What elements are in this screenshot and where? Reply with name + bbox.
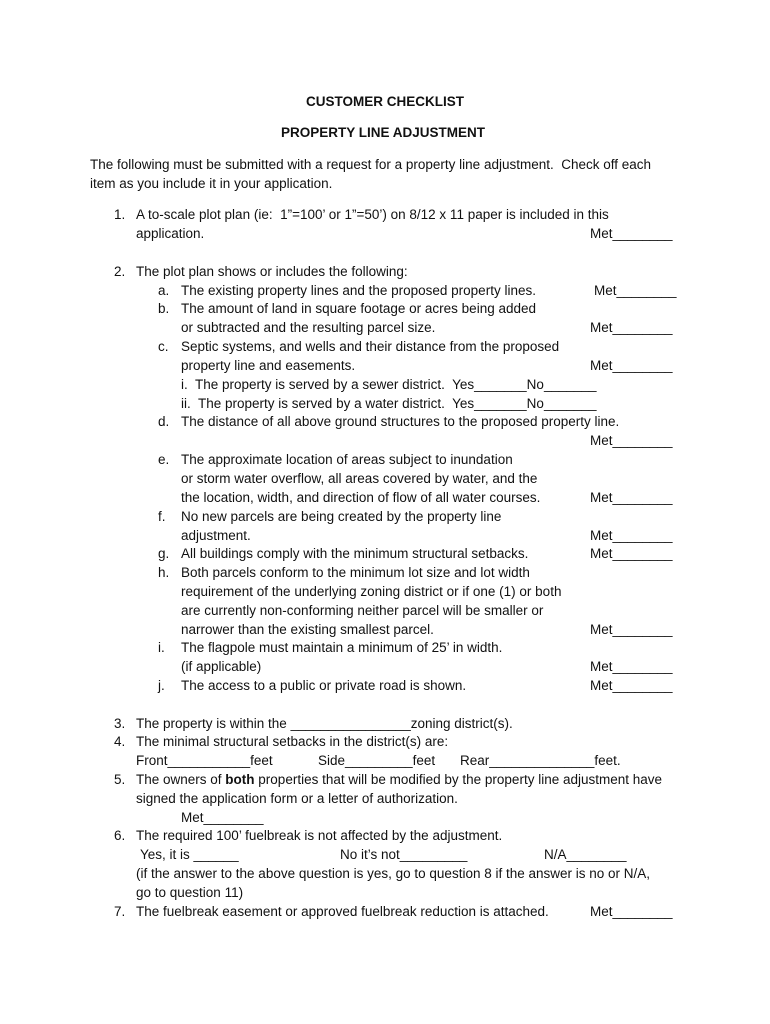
- item-4-text: The minimal structural setbacks in the district(s) are:: [136, 734, 449, 749]
- item-2a-letter: a.: [158, 283, 170, 298]
- item-5-text-2: signed the application form or a letter of authorization.: [136, 791, 458, 806]
- item-3-text[interactable]: The property is within the ________________zoning district(s).: [136, 716, 513, 731]
- item-2f-text-2: adjustment.: [181, 528, 251, 543]
- item-2h-met-field[interactable]: Met________: [590, 622, 673, 637]
- item-2c-i-sewer[interactable]: i. The property is served by a sewer district. Yes_______No_______: [181, 377, 597, 392]
- item-2b-text: The amount of land in square footage or acres being added: [181, 301, 536, 316]
- item-2d-letter: d.: [158, 414, 170, 429]
- item-2h-text-2: requirement of the underlying zoning district or if one (1) or both: [181, 584, 562, 599]
- item-6-no-field[interactable]: No it’s not_________: [340, 847, 468, 862]
- item-6-na-field[interactable]: N/A________: [544, 847, 627, 862]
- item-2h-text-3: are currently non-conforming neither parcel will be smaller or: [181, 603, 544, 618]
- intro-line-1: The following must be submitted with a request for a property line adjustment. Check off each: [90, 157, 652, 172]
- item-2g-text: All buildings comply with the minimum structural setbacks.: [181, 546, 529, 561]
- item-4-rear-field[interactable]: Rear______________feet.: [460, 753, 621, 768]
- item-2d-text: The distance of all above ground structures to the proposed property line.: [181, 414, 620, 429]
- item-2-text: The plot plan shows or includes the following:: [136, 264, 408, 279]
- item-6-text: The required 100’ fuelbreak is not affected by the adjustment.: [136, 828, 503, 843]
- page-title: CUSTOMER CHECKLIST: [306, 94, 465, 109]
- item-2h-letter: h.: [158, 565, 170, 580]
- item-5-text: [136, 772, 662, 788]
- item-6-yes-field[interactable]: Yes, it is ______: [140, 847, 239, 862]
- intro-line-2: item as you include it in your application.: [90, 176, 333, 191]
- item-1-met-field[interactable]: Met________: [590, 226, 673, 241]
- item-2-number: 2.: [114, 264, 126, 279]
- item-4-number: 4.: [114, 734, 126, 749]
- item-2i-text-2: (if applicable): [181, 659, 262, 674]
- item-2g-letter: g.: [158, 546, 170, 561]
- item-2j-letter: j.: [158, 678, 165, 693]
- item-2g-met-field[interactable]: Met________: [590, 546, 673, 561]
- page-subtitle: PROPERTY LINE ADJUSTMENT: [281, 125, 486, 140]
- item-4-side-field[interactable]: Side_________feet: [318, 753, 436, 768]
- item-7-number: 7.: [114, 904, 126, 919]
- item-2d-met-field[interactable]: Met________: [590, 433, 673, 448]
- item-1-text-2: application.: [136, 226, 205, 241]
- item-2h-text-4: narrower than the existing smallest parcel.: [181, 622, 434, 637]
- item-2j-met-field[interactable]: Met________: [590, 678, 673, 693]
- item-2f-text: No new parcels are being created by the property line: [181, 509, 502, 524]
- item-2c-met-field[interactable]: Met________: [590, 358, 673, 373]
- item-2e-met-field[interactable]: Met________: [590, 490, 673, 505]
- item-1-text: A to-scale plot plan (ie: 1”=100’ or 1”=50’) on 8/12 x 11 paper is included in this: [136, 207, 609, 222]
- item-2i-letter: i.: [158, 640, 165, 655]
- item-2c-text: Septic systems, and wells and their distance from the proposed: [181, 339, 560, 354]
- item-2b-letter: b.: [158, 301, 170, 316]
- item-5-text-post: properties that will be modified by the property line adjustment have: [254, 772, 663, 787]
- item-2b-met-field[interactable]: Met________: [590, 320, 673, 335]
- item-2a-met-field[interactable]: Met________: [594, 283, 677, 298]
- item-2f-met-field[interactable]: Met________: [590, 528, 673, 543]
- item-2c-text-2: property line and easements.: [181, 358, 356, 373]
- item-2i-text: The flagpole must maintain a minimum of 25’ in width.: [181, 640, 503, 655]
- item-3-number: 3.: [114, 716, 126, 731]
- item-2f-letter: f.: [158, 509, 166, 524]
- item-6-text-3: (if the answer to the above question is yes, go to question 8 if the answer is no or N/A,: [136, 866, 651, 881]
- item-2e-text-3: the location, width, and direction of flow of all water courses.: [181, 490, 541, 505]
- item-5-text-bold: both: [225, 772, 255, 787]
- item-2e-text: The approximate location of areas subject to inundation: [181, 452, 513, 467]
- item-7-met-field[interactable]: Met________: [590, 904, 673, 919]
- item-2b-text-2: or subtracted and the resulting parcel size.: [181, 320, 436, 335]
- item-2h-text: Both parcels conform to the minimum lot size and lot width: [181, 565, 530, 580]
- item-7-text: The fuelbreak easement or approved fuelbreak reduction is attached.: [136, 904, 549, 919]
- item-5-number: 5.: [114, 772, 126, 787]
- item-2c-letter: c.: [158, 339, 169, 354]
- item-2e-text-2: or storm water overflow, all areas covered by water, and the: [181, 471, 538, 486]
- item-2e-letter: e.: [158, 452, 170, 467]
- item-2j-text: The access to a public or private road is shown.: [181, 678, 467, 693]
- item-2c-ii-water[interactable]: ii. The property is served by a water district. Yes_______No_______: [181, 396, 597, 411]
- item-5-met-field[interactable]: Met________: [181, 810, 264, 825]
- item-2a-text: The existing property lines and the proposed property lines.: [181, 283, 536, 298]
- item-6-text-4: go to question 11): [136, 885, 244, 900]
- item-5-text-pre: The owners of: [136, 772, 226, 787]
- item-4-front-field[interactable]: Front___________feet: [136, 753, 273, 768]
- item-6-number: 6.: [114, 828, 126, 843]
- item-1-number: 1.: [114, 207, 126, 222]
- item-2i-met-field[interactable]: Met________: [590, 659, 673, 674]
